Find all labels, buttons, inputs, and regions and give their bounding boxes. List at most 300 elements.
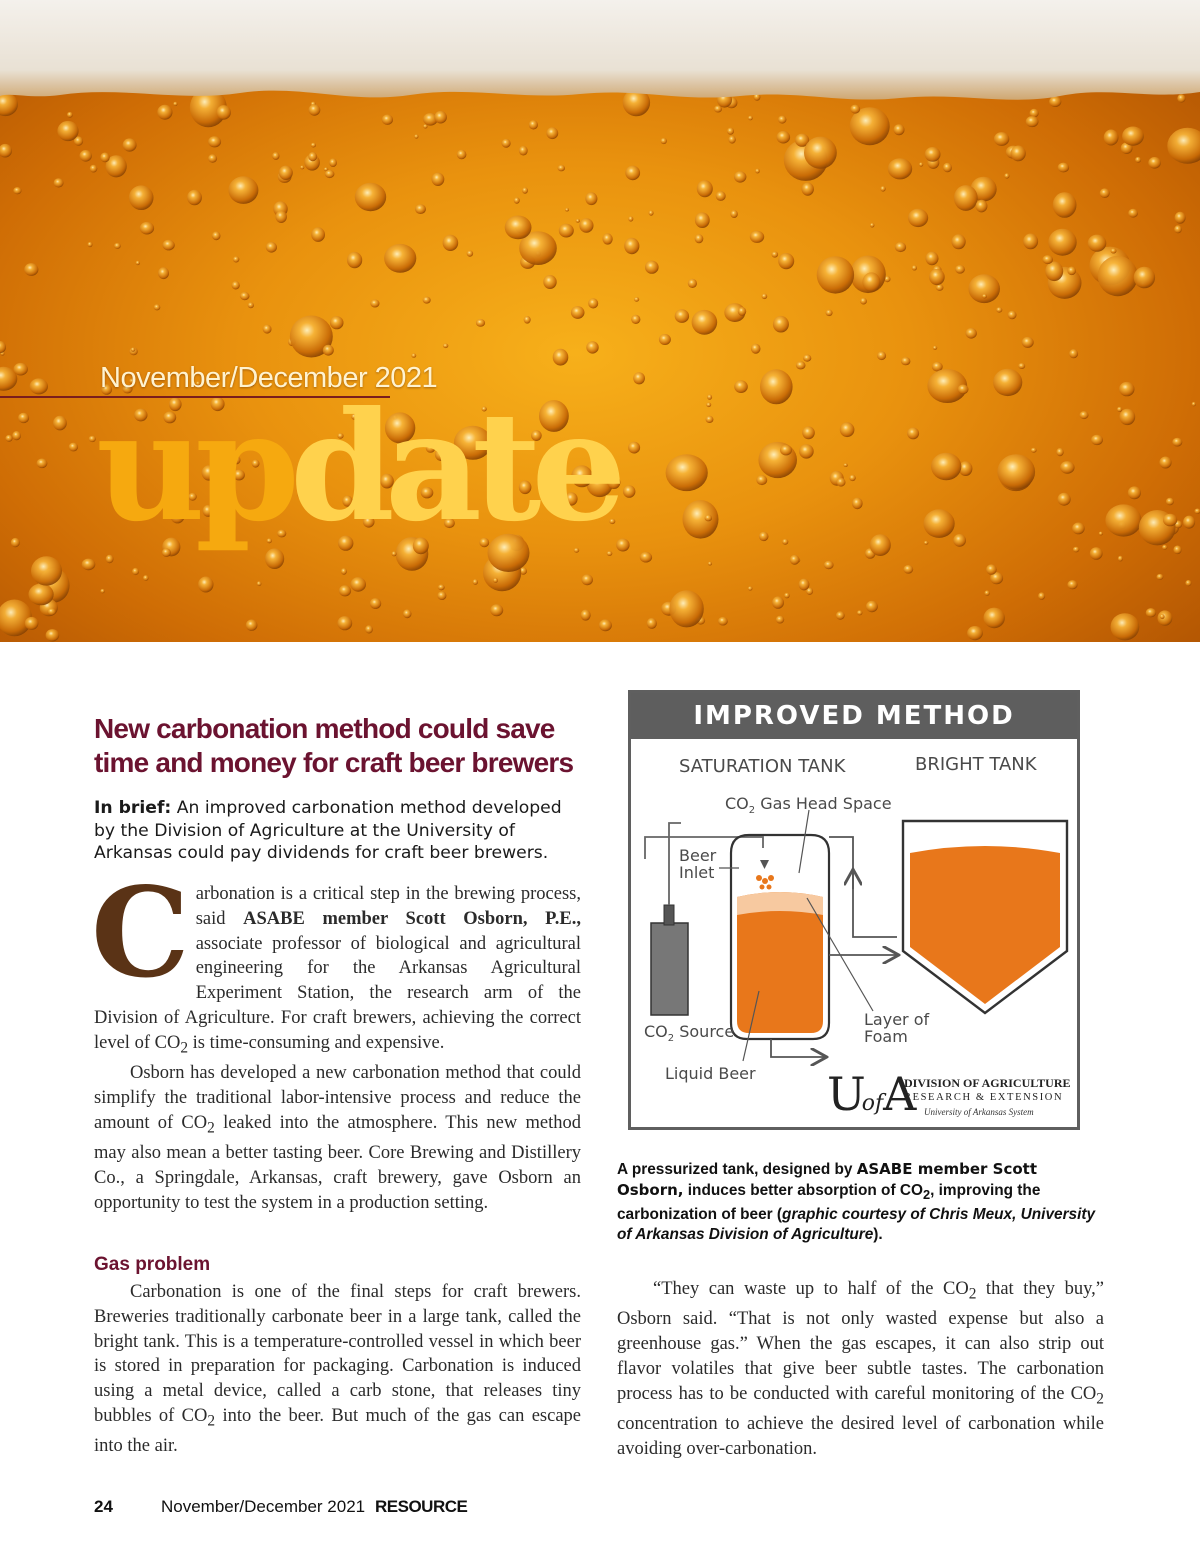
caption-text-3: , improving the carbonization of beer ( (617, 1182, 1041, 1224)
condensation-droplet (817, 256, 854, 293)
condensation-droplet (80, 150, 92, 162)
condensation-droplet (272, 152, 279, 160)
section-title-part-up: up (96, 379, 290, 555)
condensation-droplet (493, 578, 498, 583)
condensation-droplet (1119, 382, 1134, 396)
condensation-droplet (18, 413, 29, 423)
caption-text-4: ). (873, 1226, 883, 1244)
footer-magazine-name: RESOURCE (375, 1497, 468, 1516)
condensation-droplet (844, 463, 848, 467)
condensation-droplet (0, 341, 6, 353)
spray-nozzle (760, 860, 769, 869)
logo-research: RESEARCH & EXTENSION (904, 1092, 1064, 1103)
condensation-droplet (1004, 173, 1009, 178)
condensation-droplet (1080, 411, 1089, 419)
condensation-droplet (1090, 547, 1103, 560)
p2-sub: 2 (207, 1119, 215, 1137)
condensation-droplet (5, 435, 12, 442)
condensation-droplet (683, 500, 719, 539)
condensation-droplet (888, 158, 912, 179)
condensation-droplet (212, 231, 221, 240)
condensation-droplet (82, 559, 96, 571)
condensation-droplet (695, 212, 710, 228)
condensation-droplet (755, 169, 760, 174)
condensation-droplet (1158, 610, 1173, 625)
condensation-droplet (12, 431, 21, 440)
condensation-droplet (585, 192, 597, 205)
p4-text-end: concentration to achieve the desired level of carbonation while avoiding over-carbonation. (617, 1414, 1104, 1460)
in-brief-text: An improved carbonation method developed by the Division of Agriculture at the University of Arkansas could pay dividends for craft beer brewers. (94, 798, 562, 863)
condensation-droplet (1072, 523, 1085, 535)
condensation-droplet (437, 591, 446, 600)
condensation-droplet (967, 626, 983, 640)
condensation-droplet (588, 298, 598, 308)
condensation-droplet (649, 210, 654, 215)
condensation-droplet (0, 600, 32, 637)
condensation-droplet (69, 443, 78, 452)
condensation-droplet (826, 310, 833, 317)
condensation-droplet (347, 252, 362, 268)
condensation-droplet (760, 369, 793, 404)
condensation-droplet (824, 561, 834, 569)
condensation-droplet (100, 589, 104, 593)
condensation-droplet (266, 242, 277, 253)
condensation-droplet (880, 186, 885, 192)
condensation-droplet (276, 211, 287, 223)
condensation-droplet (837, 478, 846, 487)
condensation-droplet (14, 363, 28, 376)
condensation-droplet (300, 166, 304, 170)
spray-drop (756, 875, 762, 881)
condensation-droplet (581, 610, 591, 621)
condensation-droplet (1056, 448, 1063, 456)
foam-line2: Foam (864, 1027, 908, 1046)
condensation-droplet (852, 498, 863, 510)
condensation-droplet (773, 316, 789, 333)
condensation-droplet (1157, 574, 1164, 580)
paragraph-4 (617, 1277, 1104, 1462)
condensation-droplet (1048, 229, 1076, 256)
condensation-droplet (1111, 613, 1140, 640)
condensation-droplet (384, 244, 416, 273)
gas-return-pipe (829, 837, 897, 937)
body-column-left-bottom (94, 1280, 581, 1459)
condensation-droplet (415, 204, 426, 214)
condensation-droplet (411, 353, 416, 357)
condensation-droplet (907, 428, 919, 440)
condensation-droplet (777, 131, 791, 144)
condensation-droplet (1073, 547, 1079, 553)
page-number: 24 (94, 1497, 113, 1516)
condensation-droplet (968, 274, 1000, 303)
condensation-droplet (954, 185, 978, 211)
beer-inlet-line2: Inlet (679, 863, 715, 882)
condensation-droplet (502, 139, 511, 148)
p1-author: ASABE member Scott Osborn, P.E., (243, 908, 581, 929)
condensation-droplet (232, 281, 240, 289)
body-column-right (617, 1277, 1104, 1462)
condensation-droplet (603, 233, 613, 244)
condensation-droplet (54, 178, 64, 187)
condensation-droplet (100, 153, 109, 163)
condensation-droplet (365, 625, 373, 633)
condensation-droplet (1128, 209, 1138, 218)
label-bright-tank: BRIGHT TANK (915, 754, 1037, 775)
condensation-droplet (751, 344, 761, 354)
condensation-droplet (623, 485, 635, 498)
condensation-droplet (734, 171, 746, 182)
condensation-droplet (1067, 267, 1076, 276)
condensation-droplet (279, 166, 293, 180)
condensation-droplet (634, 297, 639, 302)
condensation-droplet (1058, 163, 1069, 173)
condensation-droplet (799, 579, 810, 591)
condensation-droplet (803, 355, 811, 362)
condensation-droplet (24, 263, 38, 276)
condensation-droplet (581, 574, 593, 585)
co2-sub: 2 (667, 1033, 675, 1045)
condensation-droplet (414, 134, 418, 138)
condensation-droplet (443, 235, 459, 251)
condensation-droplet (1195, 509, 1200, 514)
condensation-droplet (716, 191, 726, 201)
drop-cap: C (91, 861, 190, 1006)
co2-sub: 2 (748, 805, 756, 817)
condensation-droplet (432, 173, 445, 186)
condensation-droplet (966, 328, 977, 339)
condensation-droplet (131, 348, 135, 352)
paragraph-1 (91, 861, 581, 1061)
condensation-droplet (467, 250, 473, 256)
condensation-droplet (403, 609, 412, 618)
condensation-droplet (1167, 128, 1200, 164)
p4-sub: 2 (968, 1285, 977, 1303)
condensation-droplet (924, 509, 955, 538)
condensation-droplet (143, 575, 149, 581)
condensation-droplet (628, 442, 640, 454)
condensation-droplet (1031, 448, 1037, 453)
label-saturation-tank: SATURATION TANK (679, 756, 846, 777)
logo-a: A (883, 1067, 913, 1121)
condensation-droplet (208, 154, 217, 162)
condensation-droplet (543, 275, 556, 289)
condensation-droplet (958, 385, 969, 395)
spray-drop (762, 878, 768, 884)
condensation-droplet (158, 267, 169, 279)
condensation-droplet (30, 378, 48, 394)
condensation-droplet (849, 475, 856, 481)
condensation-droplet (1042, 255, 1053, 264)
beer-outlet-pipe (771, 1039, 825, 1057)
condensation-droplet (89, 436, 96, 442)
condensation-droplet (780, 445, 792, 456)
condensation-droplet (976, 200, 988, 213)
condensation-droplet (707, 394, 712, 399)
condensation-droplet (1159, 457, 1171, 469)
condensation-droplet (705, 515, 712, 522)
condensation-droplet (996, 307, 1002, 312)
condensation-droplet (802, 183, 814, 196)
condensation-droplet (931, 453, 961, 481)
condensation-droplet (1192, 402, 1196, 406)
p4-text-mid: that they buy,” Osborn said. “That is not only wasted expense but also a greenhouse gas.” When the gas escapes, it can also strip out flavor volatiles that give beer subtle tastes. The carbonation process has to be conducted with careful monitoring of the CO (617, 1279, 1104, 1404)
condensation-droplet (46, 629, 60, 641)
condensation-droplet (772, 251, 779, 257)
p4-text: “They can waste up to half of the CO (653, 1279, 969, 1299)
condensation-droplet (1172, 438, 1182, 447)
condensation-droplet (263, 325, 272, 334)
spray-drop (760, 885, 765, 890)
co2-prefix: CO (725, 794, 749, 813)
condensation-droplet (1118, 556, 1123, 562)
label-gas-head-space (725, 795, 892, 819)
condensation-droplet (228, 176, 258, 204)
condensation-droplet (1060, 461, 1075, 474)
condensation-droplet (804, 137, 837, 169)
logo-of: of (861, 1091, 884, 1116)
condensation-droplet (1018, 363, 1025, 369)
condensation-droplet (718, 617, 728, 626)
condensation-droplet (929, 269, 945, 285)
condensation-droplet (370, 598, 381, 609)
condensation-droplet (553, 349, 569, 366)
condensation-droplet (836, 611, 845, 619)
condensation-droplet (647, 618, 657, 629)
uofa-division-logo (827, 1067, 1071, 1125)
condensation-droplet (919, 162, 923, 166)
label-liquid-beer: Liquid Beer (665, 1064, 756, 1083)
condensation-droplet (490, 604, 503, 616)
condensation-droplet (952, 234, 966, 249)
condensation-droplet (162, 240, 174, 251)
condensation-droplet (669, 590, 703, 627)
condensation-droplet (1100, 188, 1110, 198)
condensation-droplet (31, 556, 62, 585)
condensation-droplet (984, 608, 1005, 629)
condensation-droplet (233, 256, 239, 262)
condensation-droplet (734, 380, 748, 393)
condensation-droplet (625, 166, 640, 181)
caption-text-1: A pressurized tank, designed by (617, 1161, 857, 1178)
condensation-droplet (697, 180, 713, 197)
condensation-droplet (1128, 486, 1141, 499)
improved-method-diagram (628, 690, 1080, 1130)
condensation-droplet (955, 265, 965, 274)
condensation-droplet (341, 568, 347, 575)
condensation-droplet (624, 238, 639, 254)
condensation-droplet (924, 541, 928, 545)
section-title-part-date: date (289, 379, 617, 555)
condensation-droplet (633, 372, 645, 384)
condensation-droplet (565, 208, 569, 211)
condensation-droplet (1058, 493, 1071, 506)
condensation-droplet (790, 555, 800, 565)
footer-issue-date: November/December 2021 (161, 1497, 366, 1516)
condensation-droplet (706, 403, 711, 408)
condensation-droplet (311, 227, 325, 242)
condensation-droplet (311, 143, 316, 148)
condensation-droplet (248, 302, 254, 308)
condensation-droplet (1185, 580, 1191, 586)
p2-text: Osborn has developed a new carbonation method that could simplify the traditional labor-intensive process and reduce the amount of CO (94, 1063, 581, 1133)
condensation-droplet (640, 552, 652, 563)
condensation-droplet (688, 279, 697, 288)
condensation-droplet (519, 146, 528, 156)
condensation-droplet (28, 584, 53, 606)
caption-credit: graphic courtesy of Chris Meux, University of Arkansas Division of Agriculture (617, 1206, 1096, 1244)
condensation-droplet (901, 357, 910, 365)
condensation-droplet (756, 475, 767, 485)
condensation-droplet (1166, 498, 1174, 505)
condensation-droplet (114, 243, 121, 249)
article-headline: New carbonation method could save time and money for craft beer brewers (94, 713, 574, 778)
condensation-droplet (88, 242, 93, 247)
caption-text-2: induces better absorption of CO (683, 1182, 923, 1199)
condensation-droplet (1053, 192, 1077, 218)
condensation-droplet (514, 197, 520, 203)
condensation-droplet (571, 306, 585, 319)
figure-caption (617, 1159, 1107, 1245)
condensation-droplet (628, 216, 633, 221)
body-column-left-top (91, 861, 581, 1216)
condensation-droplet (522, 187, 528, 193)
spray-drop (768, 875, 774, 881)
condensation-droplet (903, 565, 913, 574)
condensation-droplet (895, 242, 906, 252)
co2-prefix: CO (644, 1022, 668, 1041)
condensation-droplet (984, 590, 989, 595)
p3-text-end: into the beer. But much of the gas can escape into the air. (94, 1405, 581, 1457)
condensation-droplet (1023, 234, 1038, 250)
condensation-droplet (796, 361, 806, 369)
label-co2-source (644, 1023, 734, 1047)
p1-text-end: is time-consuming and expensive. (188, 1032, 445, 1053)
condensation-droplet (1163, 514, 1177, 527)
condensation-droplet (355, 183, 386, 211)
p2-text-end: leaked into the atmosphere. This new method may also mean a better tasting beer. Core Brewing and Distillery Co., a Springdale, Arkansas, craft brewery, gave Osborn an opportunity to test the system in a production setting. (94, 1112, 581, 1213)
condensation-droplet (748, 586, 753, 590)
condensation-droplet (782, 539, 788, 545)
condensation-droplet (728, 136, 735, 144)
condensation-droplet (708, 562, 712, 566)
condensation-droplet (986, 564, 997, 574)
condensation-droplet (802, 426, 815, 439)
condensation-droplet (933, 346, 937, 350)
condensation-droplet (208, 136, 221, 147)
beer-foam (0, 0, 1200, 130)
diagram-title: IMPROVED METHOD (693, 701, 1015, 731)
condensation-droplet (53, 416, 67, 431)
p3-sub: 2 (207, 1412, 216, 1430)
condensation-droplet (1011, 146, 1026, 162)
source-text: Source (679, 1022, 735, 1041)
condensation-droplet (13, 187, 21, 194)
condensation-droplet (337, 616, 352, 630)
condensation-droplet (862, 272, 880, 291)
condensation-droplet (576, 219, 580, 223)
condensation-droplet (631, 315, 640, 324)
condensation-droplet (154, 304, 161, 310)
condensation-droplet (1162, 545, 1167, 550)
condensation-droplet (982, 294, 987, 298)
condensation-droplet (1173, 546, 1181, 555)
condensation-droplet (1160, 614, 1165, 619)
condensation-droplet (558, 165, 565, 171)
condensation-droplet (1067, 580, 1077, 589)
condensation-droplet (443, 344, 448, 349)
condensation-droplet (645, 261, 659, 274)
condensation-droplet (1088, 235, 1107, 252)
condensation-droplet (329, 158, 337, 167)
condensation-droplet (246, 620, 258, 631)
paragraph-2 (94, 1061, 581, 1215)
condensation-droplet (1038, 592, 1045, 599)
condensation-droplet (730, 210, 737, 218)
condensation-droplet (778, 253, 794, 269)
condensation-droplet (1111, 248, 1117, 253)
condensation-droplet (1091, 435, 1103, 445)
condensation-droplet (953, 534, 966, 547)
condensation-droplet (860, 298, 867, 305)
hero-banner (0, 0, 1200, 642)
condensation-droplet (457, 150, 467, 160)
condensation-droplet (308, 152, 317, 161)
condensation-droplet (706, 416, 714, 423)
condensation-droplet (784, 593, 790, 599)
condensation-droplet (738, 307, 746, 316)
condensation-droplet (1174, 225, 1182, 233)
condensation-droplet (1146, 608, 1156, 617)
condensation-droplet (599, 619, 612, 631)
condensation-droplet (840, 422, 855, 437)
condensation-droplet (330, 316, 344, 329)
condensation-droplet (90, 165, 98, 173)
condensation-droplet (943, 163, 952, 173)
condensation-droplet (759, 532, 769, 541)
condensation-droplet (123, 138, 137, 151)
condensation-droplet (1135, 157, 1141, 163)
in-brief-label: In brief: (94, 798, 172, 818)
condensation-droplet (25, 617, 39, 630)
condensation-droplet (908, 209, 928, 227)
condensation-droplet (1008, 311, 1017, 320)
condensation-droplet (187, 190, 202, 206)
condensation-droplet (758, 442, 797, 478)
section-title (96, 379, 617, 555)
condensation-droplet (616, 539, 629, 552)
condensation-droplet (857, 610, 862, 615)
condensation-droplet (762, 294, 768, 300)
condensation-droplet (0, 144, 12, 158)
condensation-droplet (129, 185, 154, 210)
condensation-droplet (473, 579, 478, 585)
condensation-droplet (926, 252, 939, 266)
head-space-leader (799, 810, 809, 873)
condensation-droplet (1134, 267, 1155, 289)
condensation-droplet (136, 261, 140, 265)
condensation-droplet (1104, 130, 1119, 146)
condensation-droplet (661, 138, 667, 144)
condensation-droplet (993, 369, 1022, 396)
label-beer-inlet (679, 847, 716, 881)
condensation-droplet (325, 170, 335, 178)
p1-text-mid: associate professor of biological and agricultural engineering for the Arkansas Agricultural Experiment Station, the research arm of the Division of Agriculture. For craft brewers, achieving the correct level of CO (94, 933, 581, 1053)
condensation-droplet (1099, 532, 1103, 536)
beer-inlet-line1: Beer (679, 846, 717, 865)
condensation-droplet (559, 224, 574, 238)
saturation-liquid (737, 892, 823, 1033)
condensation-droplet (438, 584, 445, 590)
